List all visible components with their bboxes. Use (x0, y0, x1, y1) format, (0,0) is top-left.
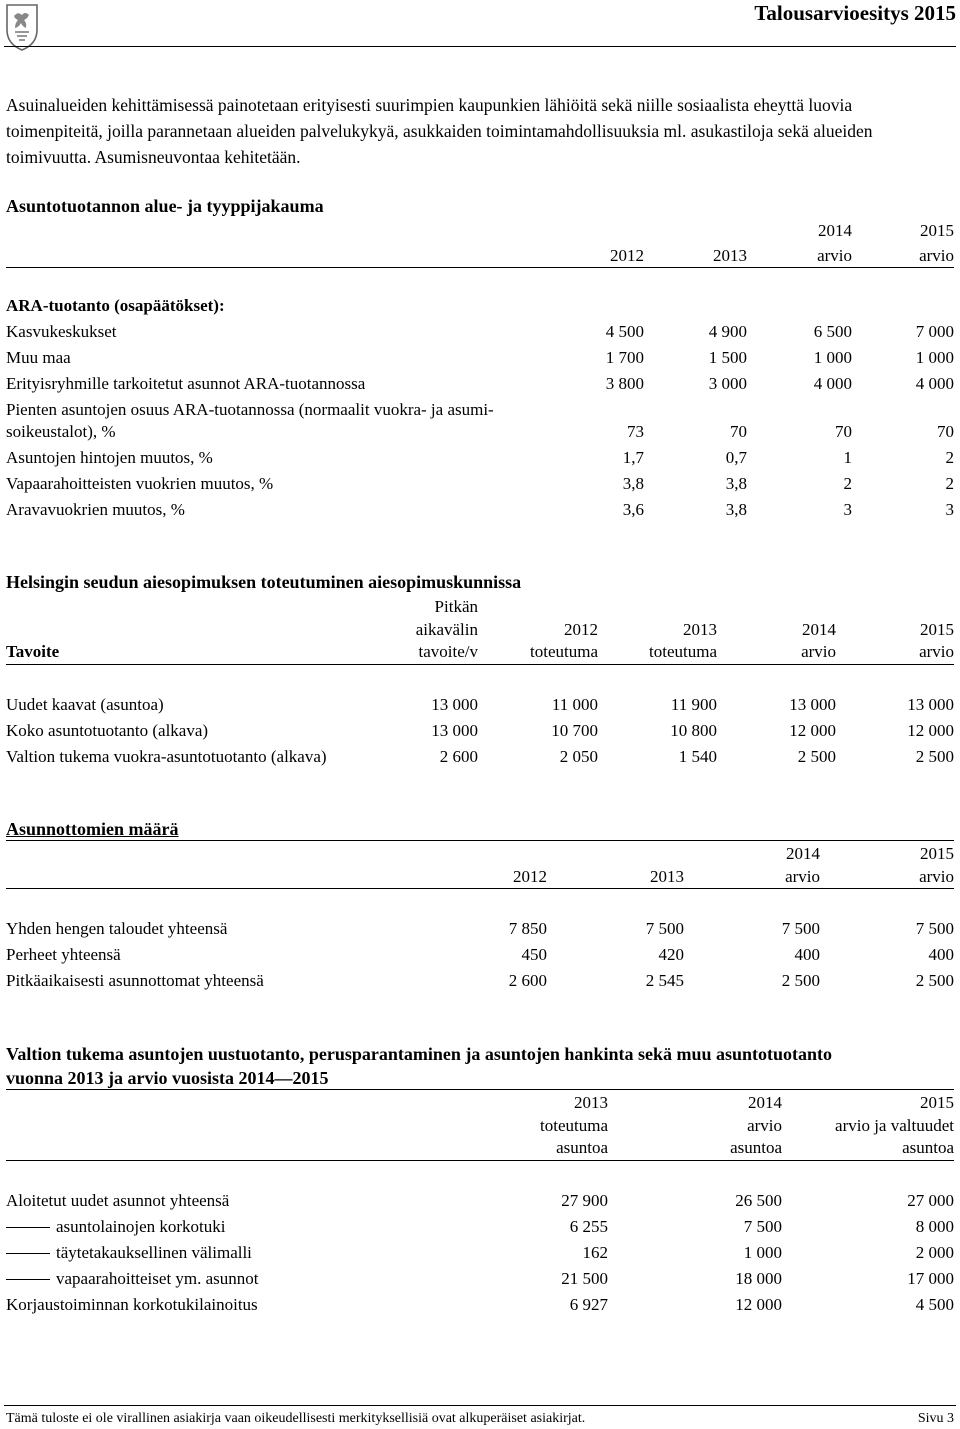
table-cell: 4 900 (708, 322, 747, 341)
table-cell: 162 (582, 1243, 608, 1262)
table1-header-rule (6, 267, 954, 268)
table4-header-rule (6, 1160, 954, 1161)
table-cell: 1,7 (622, 448, 644, 467)
table-cell: 12 000 (789, 721, 836, 740)
table-cell: 4 500 (915, 1295, 954, 1314)
table3-header-2014-arvio: arvio (785, 867, 820, 886)
table2-header-target-line1: Pitkän (434, 597, 478, 616)
table-cell: 27 900 (561, 1191, 608, 1210)
table-cell: 4 000 (915, 374, 954, 393)
table-cell: 1 540 (678, 747, 717, 766)
table-cell: 11 900 (670, 695, 717, 714)
table-cell: 0,7 (725, 448, 747, 467)
table-cell: 21 500 (561, 1269, 608, 1288)
table-cell: 2 600 (439, 747, 478, 766)
table-row-label: Muu maa (6, 348, 71, 367)
table-cell: 70 (730, 422, 747, 441)
table-cell: 3,8 (725, 474, 747, 493)
table4-header-2014-unit: asuntoa (730, 1138, 782, 1157)
table3-header-2013: 2013 (650, 867, 684, 886)
table-cell: 3 (843, 500, 852, 519)
page-number: Sivu 3 (917, 1411, 954, 1426)
intro-paragraph: Asuinalueiden kehittämisessä painotetaan erityisesti suurimpien kaupunkien lähiöitä sekä niille sosiaalista eheyttä luovia toimenpiteitä, joilla parannetaan alueiden palvelukykyä, asukkaiden toimintamahdollisuuksia ml. asukastiloja sekä alueiden toimivuutta. Asumisneuvontaa kehitetään. (6, 95, 873, 167)
table-cell: 2 500 (915, 747, 954, 766)
table3-header-rule (6, 888, 954, 889)
table3-title: Asunnottomien määrä (6, 819, 179, 839)
table-cell: 2 600 (508, 971, 547, 990)
table2-header-rule (6, 664, 954, 665)
table-cell: 7 850 (508, 919, 547, 938)
table3-header-2012: 2012 (513, 867, 547, 886)
table-cell: 2 (843, 474, 852, 493)
table2-header-target-line2: aikavälin (415, 620, 478, 639)
table1-header-2014-arvio: arvio (817, 246, 852, 265)
table-cell: 1 700 (605, 348, 644, 367)
table2-label-header: Tavoite (6, 642, 60, 661)
table-cell: 2 500 (797, 747, 836, 766)
em-dash-marker (6, 1279, 50, 1280)
table4-header-2013-status: toteutuma (540, 1116, 608, 1135)
table2-header-2014: 2014 (802, 620, 836, 639)
table1-header-2015-year: 2015 (920, 221, 954, 240)
table-cell: 7 500 (915, 919, 954, 938)
table2-header-2013: 2013 (683, 620, 717, 639)
document-header-title: Talousarvioesitys 2015 (754, 1, 956, 25)
table-row-label: Korjaustoiminnan korkotukilainoitus (6, 1295, 258, 1314)
table-cell: 7 500 (645, 919, 684, 938)
table4-header-2014-status: arvio (747, 1116, 782, 1135)
table1-header-2014-year: 2014 (818, 221, 852, 240)
header-divider (4, 46, 956, 47)
table-cell: 3,6 (622, 500, 644, 519)
table4-title-rule (6, 1089, 954, 1090)
table-row-label: Pienten asuntojen osuus ARA-tuotannossa (normaalit vuokra- ja asumi- (6, 400, 494, 419)
table-cell: 1 000 (813, 348, 852, 367)
table-row-label: Kasvukeskukset (6, 322, 117, 341)
table-cell: 3 000 (708, 374, 747, 393)
table-cell: 1 000 (743, 1243, 782, 1262)
coat-of-arms-logo (4, 2, 40, 52)
table2-header-target-line3: tavoite/v (418, 642, 478, 661)
table-row-label-text: asuntolainojen korkotuki (56, 1217, 226, 1236)
table-cell: 13 000 (789, 695, 836, 714)
table-cell: 73 (627, 422, 644, 441)
table-row-label: Pitkäaikaisesti asunnottomat yhteensä (6, 971, 264, 990)
table1-header-2015-arvio: arvio (919, 246, 954, 265)
table-cell: 2 500 (781, 971, 820, 990)
table-cell: 1 000 (915, 348, 954, 367)
table-row-label: Yhden hengen taloudet yhteensä (6, 919, 228, 938)
table-row-label: Valtion tukema vuokra-asuntotuotanto (alkava) (6, 747, 327, 766)
table-row-label: Aravavuokrien muutos, % (6, 500, 185, 519)
table-cell: 70 (835, 422, 852, 441)
table-cell: 3,8 (725, 500, 747, 519)
table1-header-2013: 2013 (713, 246, 747, 265)
table-row-label: Perheet yhteensä (6, 945, 121, 964)
table-cell: 400 (928, 945, 954, 964)
table-cell: 4 000 (813, 374, 852, 393)
table-row-label: Aloitetut uudet asunnot yhteensä (6, 1191, 230, 1210)
table-cell: 10 800 (670, 721, 717, 740)
table4-header-2013-year: 2013 (574, 1093, 608, 1112)
table2-header-2015-sub: arvio (919, 642, 954, 661)
table4-header-2014-year: 2014 (748, 1093, 782, 1112)
table1-title: Asuntotuotannon alue- ja tyyppijakauma (6, 196, 324, 216)
table2-title: Helsingin seudun aiesopimuksen toteutuminen aiesopimuskunnissa (6, 572, 522, 592)
table-cell: 13 000 (431, 695, 478, 714)
table4-header-2015-year: 2015 (920, 1093, 954, 1112)
table-cell: 26 500 (735, 1191, 782, 1210)
table-cell: 12 000 (907, 721, 954, 740)
table-cell: 18 000 (735, 1269, 782, 1288)
table-row-label: Asuntojen hintojen muutos, % (6, 448, 213, 467)
table-cell: 7 500 (781, 919, 820, 938)
table-row-label: Vapaarahoitteisten vuokrien muutos, % (6, 474, 274, 493)
table-cell: 1 (843, 448, 852, 467)
table-cell: 2 545 (645, 971, 684, 990)
table-cell: 12 000 (735, 1295, 782, 1314)
table2-header-2012: 2012 (564, 620, 598, 639)
table-cell: 17 000 (907, 1269, 954, 1288)
table2-header-2015: 2015 (920, 620, 954, 639)
table-cell: 6 500 (813, 322, 852, 341)
table-cell: 3 (945, 500, 954, 519)
em-dash-marker (6, 1253, 50, 1254)
table4-header-2015-status: arvio ja valtuudet (835, 1116, 954, 1135)
table3-header-2014-year: 2014 (786, 844, 820, 863)
table3-title-rule (6, 840, 954, 841)
table-row-label: Uudet kaavat (asuntoa) (6, 695, 164, 714)
table-cell: 2 (945, 474, 954, 493)
table4-title-line2: vuonna 2013 ja arvio vuosista 2014—2015 (6, 1068, 329, 1088)
table-cell: 13 000 (431, 721, 478, 740)
table-cell: 400 (794, 945, 820, 964)
table2-header-2013-sub: toteutuma (649, 642, 717, 661)
table-row-label-text: vapaarahoitteiset ym. asunnot (56, 1269, 259, 1288)
table-row-label: Erityisryhmille tarkoitetut asunnot ARA-tuotannossa (6, 374, 366, 393)
table-cell: 4 500 (605, 322, 644, 341)
table4-header-2015-unit: asuntoa (902, 1138, 954, 1157)
table-row-label (6, 1268, 259, 1289)
table-cell: 2 (945, 448, 954, 467)
em-dash-marker (6, 1227, 50, 1228)
table-cell: 8 000 (915, 1217, 954, 1236)
table-cell: 11 000 (551, 695, 598, 714)
footer-disclaimer: Tämä tuloste ei ole virallinen asiakirja vaan oikeudellisesti merkityksellisiä ovat alkuperäiset asiakirjat. (6, 1411, 586, 1426)
table-cell: 2 000 (915, 1243, 954, 1262)
footer-divider (4, 1405, 956, 1406)
table-cell: 13 000 (907, 695, 954, 714)
table-row-label-continued: soikeustalot), % (6, 422, 116, 441)
table2-header-2014-sub: arvio (801, 642, 836, 661)
table-cell: 70 (937, 422, 954, 441)
table-cell: 1 500 (708, 348, 747, 367)
table-cell: 27 000 (907, 1191, 954, 1210)
table-row-label (6, 1242, 252, 1263)
table-cell: 10 700 (551, 721, 598, 740)
table4-title-line1: Valtion tukema asuntojen uustuotanto, perusparantaminen ja asuntojen hankinta sekä muu asuntotuotanto (6, 1044, 833, 1064)
table1-section-label: ARA-tuotanto (osapäätökset): (6, 296, 225, 315)
table-cell: 7 500 (743, 1217, 782, 1236)
table1-header-2012: 2012 (610, 246, 644, 265)
table-cell: 2 500 (915, 971, 954, 990)
table-row-label: Koko asuntotuotanto (alkava) (6, 721, 209, 740)
table-cell: 2 050 (559, 747, 598, 766)
table-cell: 6 255 (569, 1217, 608, 1236)
table-cell: 6 927 (569, 1295, 608, 1314)
table3-header-2015-year: 2015 (920, 844, 954, 863)
table-row-label-text: täytetakauksellinen välimalli (56, 1243, 252, 1262)
table2-header-2012-sub: toteutuma (530, 642, 598, 661)
table-cell: 3 800 (605, 374, 644, 393)
table3-header-2015-arvio: arvio (919, 867, 954, 886)
table-row-label (6, 1216, 226, 1237)
table4-header-2013-unit: asuntoa (556, 1138, 608, 1157)
table-cell: 3,8 (622, 474, 644, 493)
table-cell: 420 (658, 945, 684, 964)
table-cell: 7 000 (915, 322, 954, 341)
table-cell: 450 (521, 945, 547, 964)
